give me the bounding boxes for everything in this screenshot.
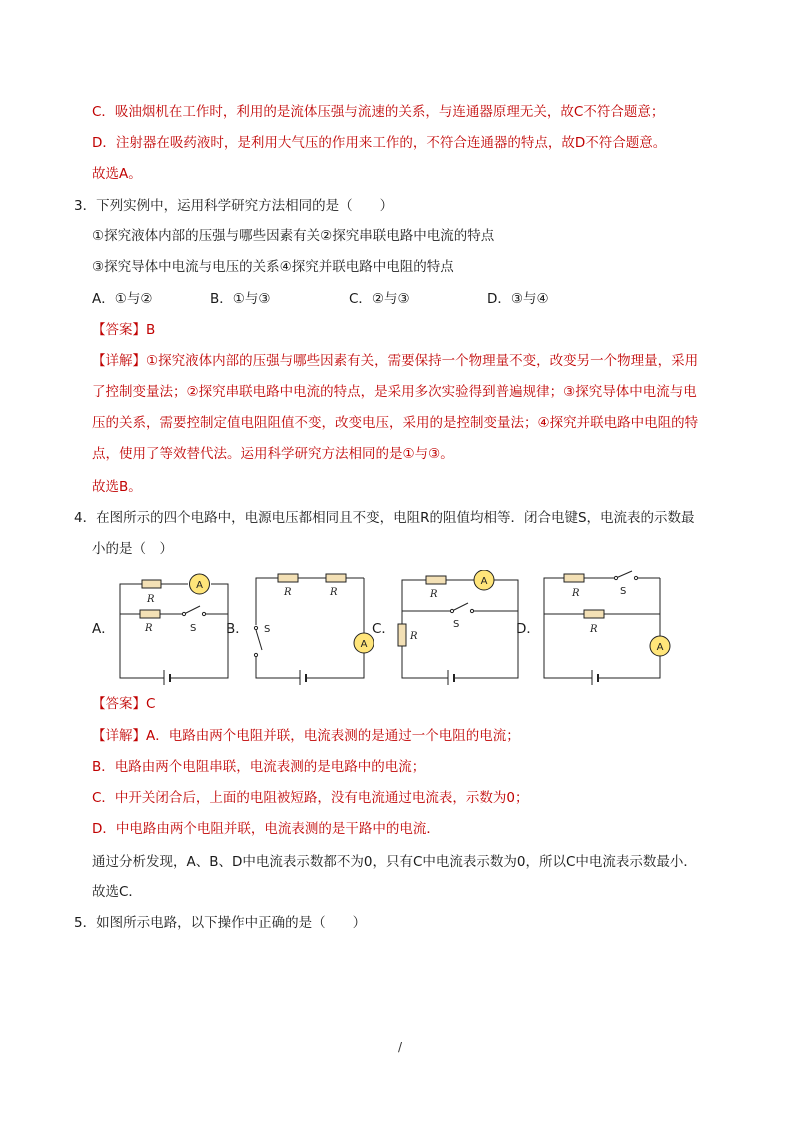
circuit-a-label: A． xyxy=(92,621,115,637)
circuit-c-resistor-1 xyxy=(426,576,446,584)
circuit-a-switch-label: S xyxy=(190,623,197,634)
circuit-b-label: B． xyxy=(226,621,249,637)
circuit-a-diagram xyxy=(112,570,232,685)
circuit-d-label: D． xyxy=(516,621,540,637)
circuit-c-r2-label: R xyxy=(410,631,418,642)
circuit-a-r1-label: R xyxy=(147,594,155,605)
prev-option-d-explanation: D．注射器在吸药液时，是利用大气压的作用来工作的，不符合连通器的特点，故D不符合题意。 xyxy=(92,135,667,151)
circuit-a-ammeter-label: A xyxy=(196,580,203,591)
q4-detail-line-3: C．中开关闭合后，上面的电阻被短路，没有电流通过电流表，示数为0； xyxy=(92,790,529,806)
circuit-c-resistor-2 xyxy=(398,624,406,646)
circuit-d-diagram xyxy=(540,570,672,685)
q3-statement-2: ③探究导体中电流与电压的关系④探究并联电路中电阻的特点 xyxy=(92,259,454,275)
prev-option-c-explanation: C．吸油烟机在工作时，利用的是流体压强与流速的关系，与连通器原理无关，故C不符合题意； xyxy=(92,104,665,120)
circuit-c-r1-label: R xyxy=(430,589,438,600)
circuit-d-resistor-2 xyxy=(584,610,604,618)
circuit-c-ammeter-label: A xyxy=(480,576,488,587)
circuit-b-diagram xyxy=(248,570,374,685)
q4-stem-line-2: 小的是（ ） xyxy=(92,541,173,557)
q3-option-a: A．①与② xyxy=(92,291,153,307)
q3-answer: 【答案】B xyxy=(92,322,156,338)
circuit-d-r2-label: R xyxy=(590,624,598,635)
circuit-a-resistor-1 xyxy=(142,580,161,588)
circuit-b-r1-label: R xyxy=(284,587,292,598)
circuit-b-ammeter-label: A xyxy=(360,639,368,650)
q5-stem: 5．如图所示电路，以下操作中正确的是（ ） xyxy=(74,915,367,931)
q4-choose: 故选C． xyxy=(92,884,142,900)
circuit-d-r1-label: R xyxy=(572,588,580,599)
prev-choose: 故选A。 xyxy=(92,166,142,182)
circuit-c-label: C． xyxy=(372,621,395,637)
circuit-b-resistor-1 xyxy=(278,574,298,582)
q3-option-b: B．①与③ xyxy=(210,291,271,307)
circuit-c-diagram xyxy=(396,570,522,685)
circuit-d-resistor-1 xyxy=(564,574,584,582)
q4-stem-line-1: 4．在图所示的四个电路中，电源电压都相同且不变，电阻R的阻值均相等．闭合电键S，电流表的示数最 xyxy=(74,510,695,526)
q3-statement-1: ①探究液体内部的压强与哪些因素有关②探究串联电路中电流的特点 xyxy=(92,228,495,244)
circuit-d-ammeter-label: A xyxy=(656,642,664,653)
q3-detail-line-4: 点，使用了等效替代法。运用科学研究方法相同的是①与③。 xyxy=(92,446,454,462)
q3-stem: 3．下列实例中，运用科学研究方法相同的是（ ） xyxy=(74,198,394,214)
q4-detail-line-4: D．中电路由两个电阻并联，电流表测的是干路中的电流． xyxy=(92,821,440,837)
circuit-b-resistor-2 xyxy=(326,574,346,582)
q3-choose: 故选B。 xyxy=(92,479,142,495)
q3-option-c: C．②与③ xyxy=(349,291,410,307)
circuit-c-switch-label: S xyxy=(453,619,460,630)
circuit-b-switch-label: S xyxy=(264,624,271,635)
q4-answer: 【答案】C xyxy=(92,696,156,712)
circuit-b-r2-label: R xyxy=(330,587,338,598)
q3-option-d: D．③与④ xyxy=(487,291,549,307)
q3-detail-line-3: 压的关系，需要控制定值电阻阻值不变，改变电压，采用的是控制变量法；④探究并联电路中电阻的特 xyxy=(92,415,699,431)
q3-detail-line-2: 了控制变量法；②探究串联电路中电流的特点，是采用多次实验得到普遍规律；③探究导体中电流与电 xyxy=(92,384,697,400)
q4-detail-line-2: B．电路由两个电阻串联，电流表测的是电路中的电流； xyxy=(92,759,426,775)
q4-detail-line-1: 【详解】A．电路由两个电阻并联，电流表测的是通过一个电阻的电流； xyxy=(92,728,520,744)
circuit-a-r2-label: R xyxy=(145,623,153,634)
circuit-d-switch-label: S xyxy=(620,586,627,597)
circuit-a-resistor-2 xyxy=(140,610,160,618)
page-number: / xyxy=(398,1040,403,1054)
q3-detail-line-1: 【详解】①探究液体内部的压强与哪些因素有关，需要保持一个物理量不变，改变另一个物理量，采用 xyxy=(92,353,699,369)
q4-summary: 通过分析发现，A、B、D中电流表示数都不为0，只有C中电流表示数为0，所以C中电流表示数最小． xyxy=(92,854,697,870)
